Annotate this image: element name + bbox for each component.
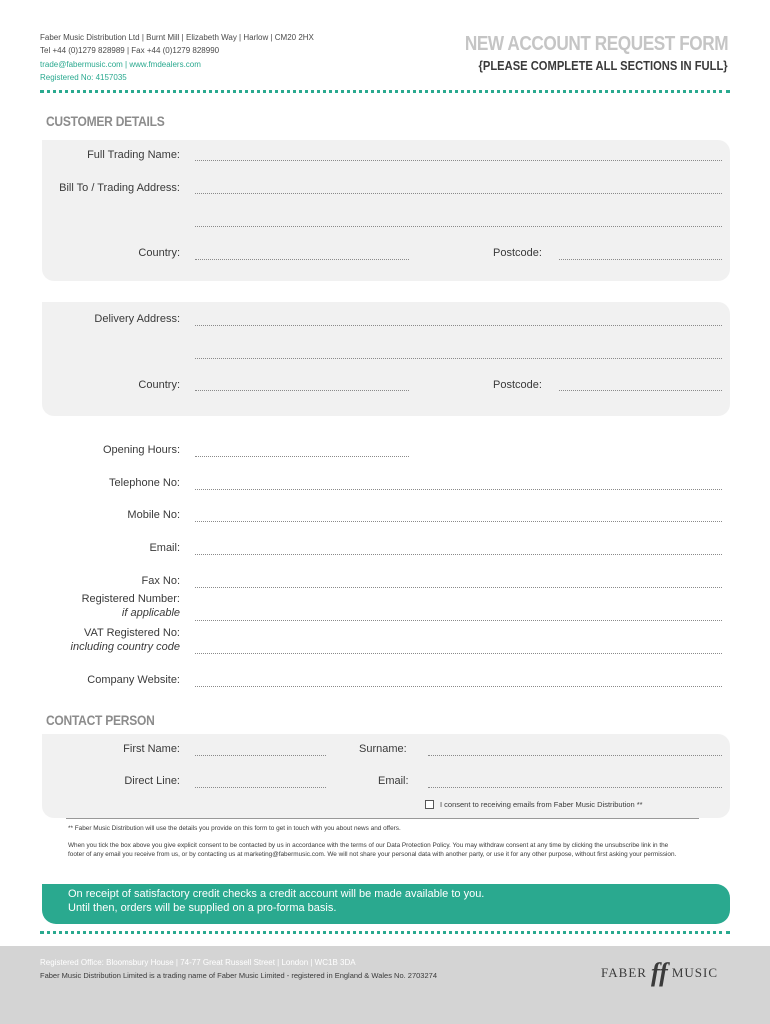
- company-email-web[interactable]: trade@fabermusic.com | www.fmdealers.com: [40, 60, 201, 69]
- country-label: Country:: [138, 247, 180, 259]
- first-name-field[interactable]: [195, 755, 326, 756]
- consent-label: I consent to receiving emails from Faber Music Distribution **: [440, 800, 643, 809]
- notes-divider: [66, 818, 699, 819]
- trading-name-note: Faber Music Distribution Limited is a trading name of Faber Music Limited - registered in England & Wales No. 2703274: [40, 971, 437, 980]
- surname-label: Surname:: [359, 743, 407, 755]
- header-divider: [40, 90, 730, 93]
- note-two: When you tick the box above you give explicit consent to be contacted by us in accordance with the terms of our Data Protection Policy. You may withdraw consent at any time by clicking the unsubscribe link in the footer of any email you receive from us, or by contacting us at marketing@fabermusic.com. We will not share your personal data with another party, or use it for any other purpose, without first asking your permission.: [68, 842, 677, 858]
- postcode-field[interactable]: [559, 259, 722, 260]
- delivery-postcode-label: Postcode:: [493, 379, 542, 391]
- full-trading-name-label: Full Trading Name:: [87, 149, 180, 161]
- delivery-postcode-field[interactable]: [559, 390, 722, 391]
- bill-to-field-line2[interactable]: [195, 226, 722, 227]
- mobile-label: Mobile No:: [127, 509, 180, 521]
- consent-checkbox[interactable]: [425, 800, 434, 809]
- surname-field[interactable]: [428, 755, 722, 756]
- company-registered-no: Registered No: 4157035: [40, 73, 127, 82]
- logo-ff-mark: ff: [650, 958, 668, 987]
- fax-field[interactable]: [195, 587, 722, 588]
- direct-line-field[interactable]: [195, 787, 326, 788]
- faber-music-logo: [601, 960, 718, 986]
- footer-divider: [40, 931, 730, 934]
- vat-field[interactable]: [195, 653, 722, 654]
- company-address: Faber Music Distribution Ltd | Burnt Mill | Elizabeth Way | Harlow | CM20 2HX: [40, 33, 314, 42]
- direct-line-label: Direct Line:: [124, 775, 180, 787]
- registered-number-label: Registered Number:: [81, 593, 180, 605]
- mobile-field[interactable]: [195, 521, 722, 522]
- credit-notice-line2: Until then, orders will be supplied on a pro-forma basis.: [68, 902, 337, 914]
- contact-email-label: Email:: [378, 775, 409, 787]
- company-phone: Tel +44 (0)1279 828989 | Fax +44 (0)1279 828990: [40, 46, 220, 55]
- delivery-address-field-line2[interactable]: [195, 358, 722, 359]
- first-name-label: First Name:: [123, 743, 180, 755]
- form-subtitle: {PLEASE COMPLETE ALL SECTIONS IN FULL}: [478, 58, 728, 73]
- registered-office: Registered Office: Bloomsbury House | 74-77 Great Russell Street | London | WC1B 3DA: [40, 958, 356, 967]
- telephone-label: Telephone No:: [109, 477, 180, 489]
- logo-word-left: FABER: [601, 965, 647, 980]
- delivery-address-field-line1[interactable]: [195, 325, 722, 326]
- bill-to-label: Bill To / Trading Address:: [59, 182, 180, 194]
- fax-label: Fax No:: [141, 575, 180, 587]
- email-field[interactable]: [195, 554, 722, 555]
- country-code-note: including country code: [70, 641, 180, 653]
- delivery-country-label: Country:: [138, 379, 180, 391]
- country-field[interactable]: [195, 259, 409, 260]
- form-title: NEW ACCOUNT REQUEST FORM: [464, 33, 728, 55]
- registered-number-field[interactable]: [195, 620, 722, 621]
- credit-notice-banner: [42, 884, 730, 924]
- website-field[interactable]: [195, 686, 722, 687]
- delivery-country-field[interactable]: [195, 390, 409, 391]
- delivery-address-label: Delivery Address:: [94, 313, 180, 325]
- telephone-field[interactable]: [195, 489, 722, 490]
- customer-details-heading: CUSTOMER DETAILS: [46, 113, 165, 129]
- contact-person-heading: CONTACT PERSON: [46, 712, 155, 728]
- website-label: Company Website:: [87, 674, 180, 686]
- logo-word-right: MUSIC: [671, 965, 718, 980]
- credit-notice-line1: On receipt of satisfactory credit checks a credit account will be made available to you.: [68, 888, 485, 900]
- opening-hours-label: Opening Hours:: [102, 444, 180, 456]
- note-one: ** Faber Music Distribution will use the details you provide on this form to get in touch with you about news and offers.: [68, 825, 401, 832]
- bill-to-field-line1[interactable]: [195, 193, 722, 194]
- footer: [0, 946, 770, 1024]
- contact-email-field[interactable]: [428, 787, 722, 788]
- if-applicable-note: if applicable: [121, 607, 180, 619]
- opening-hours-field[interactable]: [195, 456, 409, 457]
- vat-label: VAT Registered No:: [84, 627, 180, 639]
- postcode-label: Postcode:: [493, 247, 542, 259]
- email-label: Email:: [149, 542, 180, 554]
- full-trading-name-field[interactable]: [195, 160, 722, 161]
